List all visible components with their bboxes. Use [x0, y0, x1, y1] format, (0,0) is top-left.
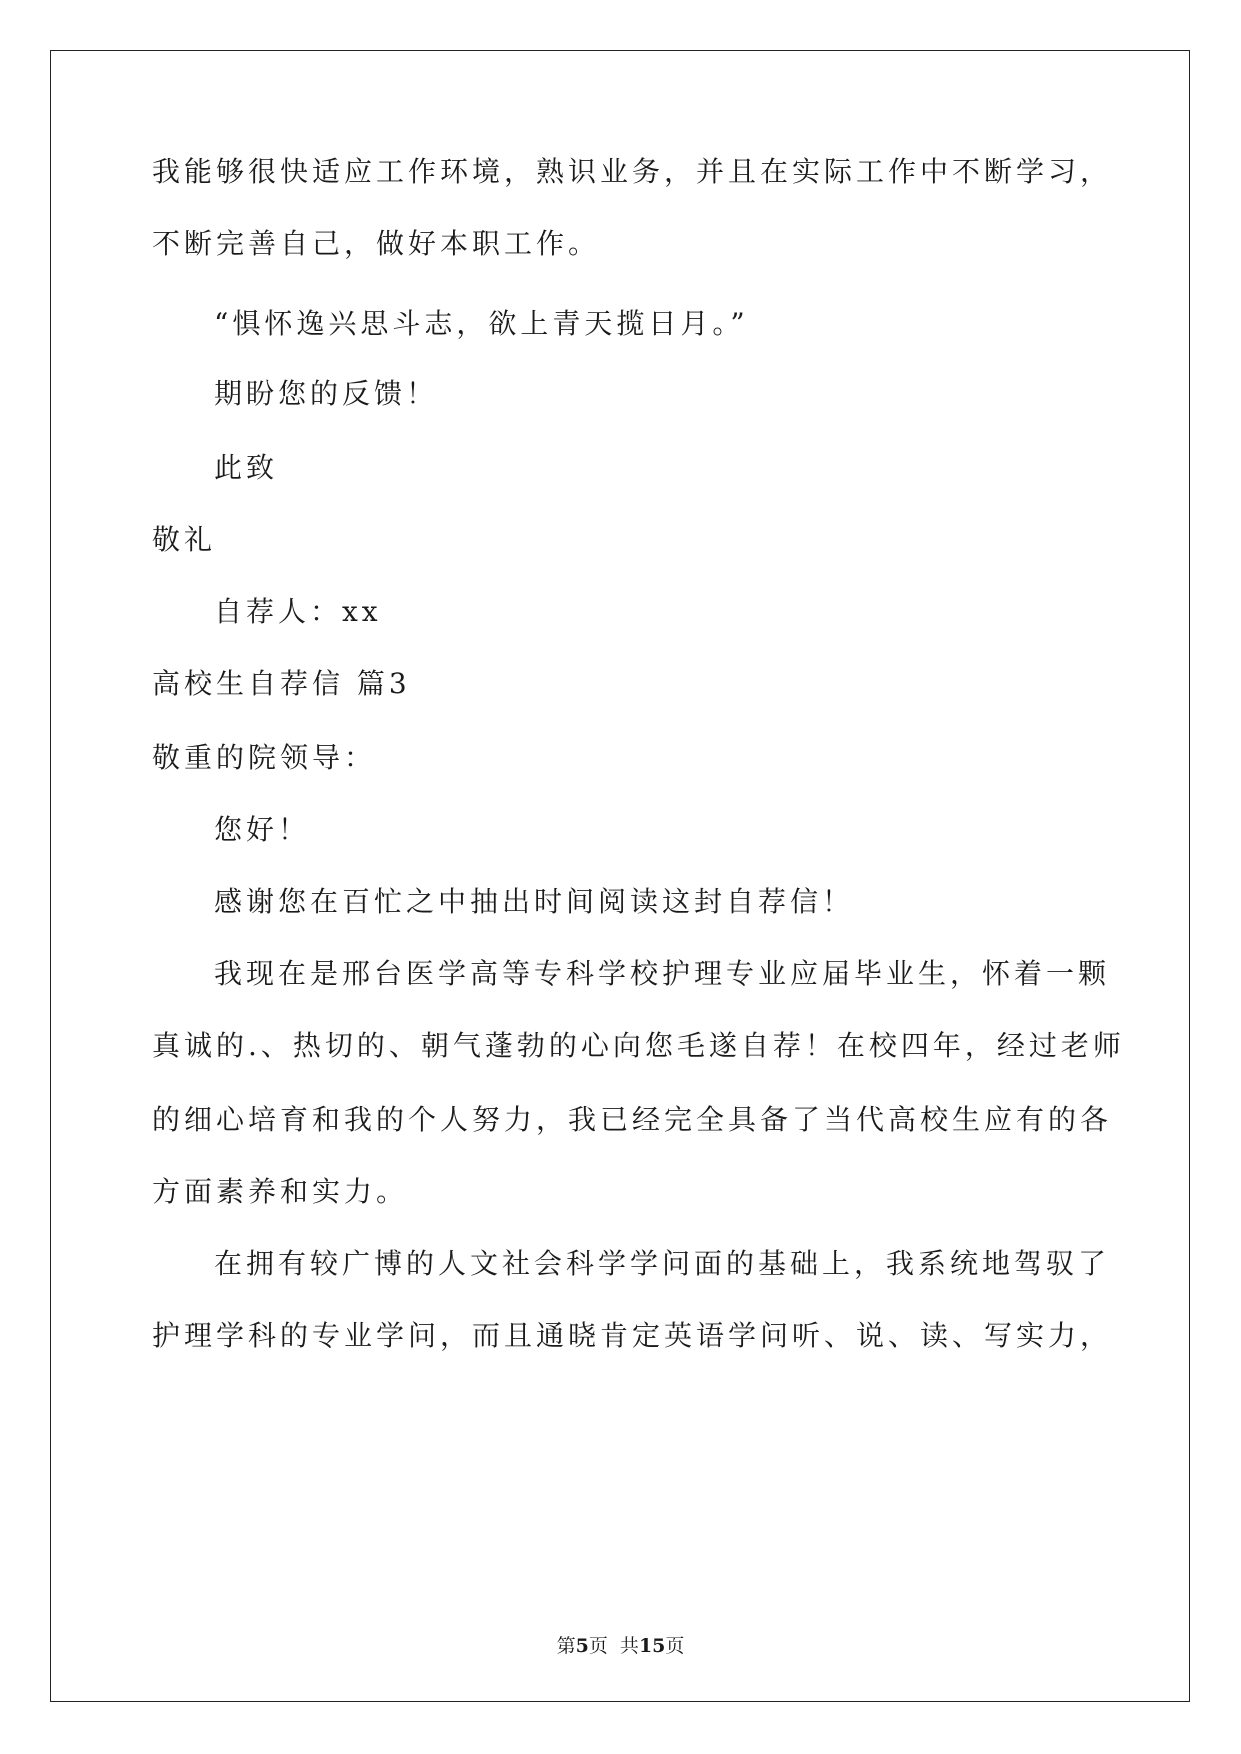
footer-suffix: 页 [665, 1635, 685, 1657]
total-page-number: 15 [638, 1635, 666, 1657]
body-line: 期盼您的反馈！ [214, 377, 439, 410]
body-line: 我现在是邢台医学高等专科学校护理专业应届毕业生，怀着一颗 [214, 957, 1111, 990]
closing-salute: 敬礼 [152, 523, 217, 556]
body-line: 不断完善自己，做好本职工作。 [152, 227, 601, 260]
footer-prefix: 第 [556, 1635, 576, 1657]
body-line: 真诚的.、热切的、朝气蓬勃的心向您毛遂自荐！在校四年，经过老师 [152, 1029, 1125, 1062]
body-line: 的细心培育和我的个人努力，我已经完全具备了当代高校生应有的各 [152, 1103, 1113, 1136]
body-line: 我能够很快适应工作环境，熟识业务，并且在实际工作中不断学习， [152, 155, 1113, 188]
page-border [50, 50, 1190, 1702]
section-heading: 高校生自荐信 篇3 [152, 667, 411, 700]
footer-mid: 页 共 [588, 1635, 639, 1657]
current-page-number: 5 [575, 1635, 589, 1657]
body-line: 在拥有较广博的人文社会科学学问面的基础上，我系统地驾驭了 [214, 1247, 1111, 1280]
salutation: 敬重的院领导： [152, 741, 377, 774]
page-footer [0, 1634, 1241, 1658]
signature-line: 自荐人：xx [214, 595, 382, 628]
body-line: 方面素养和实力。 [152, 1175, 409, 1208]
quote-line: “惧怀逸兴思斗志，欲上青天揽日月。” [214, 307, 749, 340]
body-line: 感谢您在百忙之中抽出时间阅读这封自荐信！ [214, 885, 855, 918]
body-line: 护理学科的专业学问，而且通晓肯定英语学问听、说、读、写实力， [152, 1319, 1113, 1352]
closing-line: 此致 [214, 451, 279, 484]
greeting: 您好！ [214, 813, 311, 846]
